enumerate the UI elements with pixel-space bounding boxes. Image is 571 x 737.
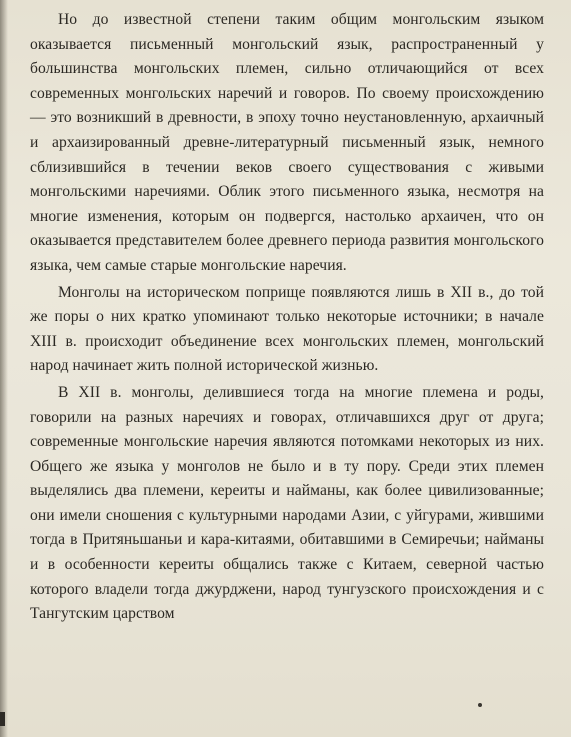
ink-speck bbox=[478, 703, 482, 707]
scan-edge-mark bbox=[0, 712, 5, 726]
paragraph-written-language: Но до известной степени таким общим монгольским языком оказывается письменный монгольский язык, распространенный у большинства монгольских племен, сильно отличающийся от всех современных монгольских наречий и говоров. По своему происхождению — это возникший в древности, в эпоху точно неустановленную, архаичный и архаизированный древне-литературный письменный язык, немного сблизившийся в течении веков своего существования с живыми монгольскими наречиями. Облик этого письменного языка, несмотря на многие изменения, которым он подвергся, настолько архаичен, что он оказывается представителем более древнего периода развития монгольского языка, чем самые старые монгольские наречия. bbox=[30, 11, 544, 274]
paragraph-twelfth-century: В XII в. монголы, делившиеся тогда на многие племена и роды, говорили на разных наречиях и говорах, отличавшихся друг от друга; современные монгольские наречия являются потомками некоторых из них. Общего же языка у монголов не было и в ту пору. Среди этих племен выделялись два племени, кереиты и найманы, как более цивилизованные; они имели сношения с культурными народами Азии, с уйгурами, жившими тогда в Притяньшаньи и кара-китаями, обитавшими в Семиречьи; найманы и в особенности кереиты общались также с Китаем, северной частью которого владели тогда джурджени, народ тунгузского происхождения и с Тангутским царством bbox=[30, 383, 544, 623]
paragraph-historical-arena: Монголы на историческом поприще появляются лишь в XII в., до той же поры о них кратко упоминают только некоторые источники; в начале XIII в. происходит объединение всех монгольских племен, монгольский народ начинает жить полной исторической жизнью. bbox=[30, 283, 544, 375]
page-binding-shadow bbox=[0, 0, 8, 737]
page-body-text bbox=[30, 8, 544, 627]
